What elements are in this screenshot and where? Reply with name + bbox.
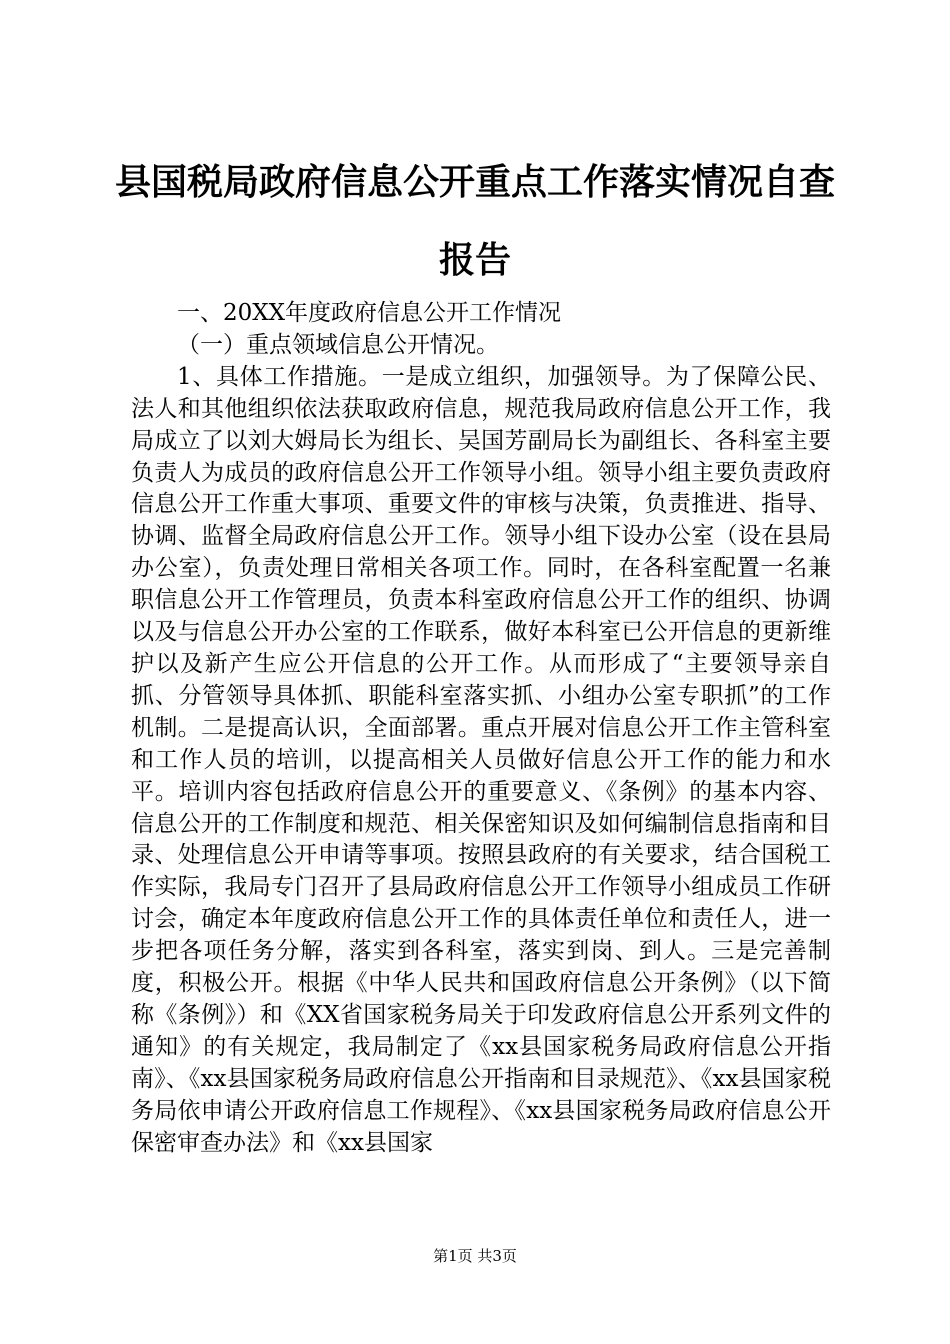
body-paragraph: 1、具体工作措施。一是成立组织，加强领导。为了保障公民、法人和其他组织依法获取政府信息，规范我局政府信息公开工作，我局成立了以刘大姆局长为组长、吴国芳副局长为副组长、各科室主要负责人为成员的政府信息公开工作领导小组。领导小组主要负责政府信息公开工作重大事项、重要文件的审核与决策，负责推进、指导、协调、监督全局政府信息公开工作。领导小组下设办公室（设在县局办公室），负责处理日常相关各项工作。同时，在各科室配置一名兼职信息公开工作管理员，负责本科室政府信息公开工作的组织、协调以及与信息公开办公室的工作联系，做好本科室已公开信息的更新维护以及新产生应公开信息的公开工作。从而形成了“主要领导亲自抓、分管领导具体抓、职能科室落实抓、小组办公室专职抓”的工作机制。二是提高认识，全面部署。重点开展对信息公开工作主管科室和工作人员的培训，以提高相关人员做好信息公开工作的能力和水平。培训内容包括政府信息公开的重要意义、《条例》的基本内容、信息公开的工作制度和规范、相关保密知识及如何编制信息指南和目录、处理信息公开申请等事项。按照县政府的有关要求，结合国税工作实际，我局专门召开了县局政府信息公开工作领导小组成员工作研讨会，确定本年度政府信息公开工作的具体责任单位和责任人，进一步把各项任务分解，落实到各科室，落实到岗、到人。三是完善制度，积极公开。根据《中华人民共和国政府信息公开条例》（以下简称《条例》）和《XX省国家税务局关于印发政府信息公开系列文件的通知》的有关规定，我局制定了《xx县国家税务局政府信息公开指南》、《xx县国家税务局政府信息公开指南和目录规范》、《xx县国家税务局依申请公开政府信息工作规程》、《xx县国家税务局政府信息公开保密审查办法》和《xx县国家: [131, 363, 831, 1156]
page-footer: 第1页 共3页: [433, 1247, 517, 1265]
document-body: [131, 298, 831, 1159]
heading-section-1: 一、20XX年度政府信息公开工作情况: [177, 300, 562, 326]
heading-subsection-1: （一）重点领域信息公开情况。: [177, 331, 499, 358]
document-title-line1: 县国税局政府信息公开重点工作落实情况自查: [114, 161, 835, 203]
document-title-line2: 报告: [438, 239, 511, 281]
